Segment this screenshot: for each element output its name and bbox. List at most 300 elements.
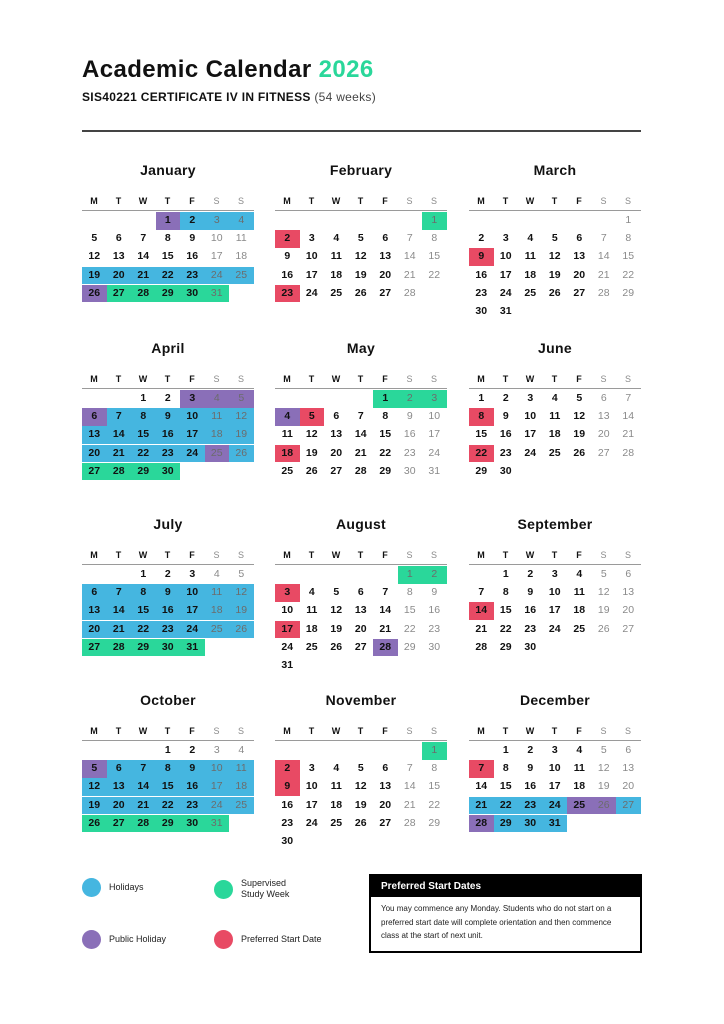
day-cell: 23 — [499, 446, 512, 459]
day-cell: 31 — [180, 639, 205, 657]
day-cell: 5 — [300, 408, 325, 426]
preferred-start-box — [369, 874, 642, 953]
day-cell: 18 — [235, 250, 248, 263]
day-cell: 25 — [229, 797, 254, 815]
day-cell: 23 — [180, 267, 205, 285]
day-cell: 23 — [275, 285, 300, 303]
day-cell: 24 — [543, 797, 568, 815]
day-cell: 8 — [156, 760, 181, 778]
day-cell: 29 — [403, 640, 416, 653]
legend-public-holiday-label: Public Holiday — [109, 934, 167, 944]
weekday-header: W — [138, 374, 148, 384]
day-cell: 15 — [475, 428, 488, 441]
day-cell: 26 — [592, 797, 617, 815]
weekday-header: W — [331, 726, 341, 736]
day-cell: 13 — [622, 586, 635, 599]
day-cell: 16 — [524, 604, 537, 617]
day-cell: 7 — [107, 584, 132, 602]
day-cell: 5 — [82, 760, 107, 778]
day-cell: 16 — [180, 778, 205, 796]
day-cell: 11 — [235, 232, 247, 245]
day-cell: 15 — [403, 604, 416, 617]
day-cell: 2 — [422, 566, 447, 584]
legend-holidays — [82, 878, 179, 897]
day-cell: 23 — [156, 621, 181, 639]
day-cell: 6 — [576, 232, 583, 245]
day-cell: 10 — [428, 410, 441, 423]
day-cell: 18 — [229, 778, 254, 796]
weekday-header: T — [115, 196, 122, 206]
day-cell: 13 — [354, 604, 367, 617]
day-cell: 7 — [600, 232, 607, 245]
day-cell: 1 — [422, 212, 447, 230]
day-cell: 28 — [354, 464, 367, 477]
day-cell: 18 — [275, 445, 300, 463]
day-cell: 8 — [469, 408, 494, 426]
weekday-header: S — [430, 374, 437, 384]
day-cell: 30 — [156, 463, 181, 481]
day-cell: 17 — [305, 268, 318, 281]
day-cell: 26 — [330, 640, 343, 653]
day-cell: 20 — [330, 446, 343, 459]
day-cell: 2 — [189, 744, 196, 756]
day-cell: 8 — [502, 762, 509, 775]
day-cell: 11 — [549, 410, 561, 423]
day-cell: 9 — [156, 408, 181, 426]
day-cell: 12 — [229, 584, 254, 602]
month-header-rule — [275, 388, 447, 389]
day-cell: 14 — [107, 426, 132, 444]
weekday-header: S — [624, 550, 631, 560]
day-cell: 3 — [527, 392, 534, 404]
weekday-header: T — [308, 726, 315, 736]
day-cell: 22 — [379, 446, 392, 459]
day-cell: 2 — [275, 760, 300, 778]
weekday-header: T — [502, 374, 509, 384]
day-cell: 27 — [82, 639, 107, 657]
weekday-header: M — [283, 550, 291, 560]
day-cell: 19 — [229, 426, 254, 444]
day-cell: 8 — [382, 410, 389, 423]
day-cell: 7 — [357, 410, 364, 423]
day-cell: 13 — [82, 602, 107, 620]
day-cell: 20 — [354, 622, 367, 635]
day-cell: 9 — [189, 232, 196, 245]
legend-supervised-label: Supervised Study Week — [241, 878, 290, 899]
day-cell: 4 — [551, 392, 558, 404]
month-name: April — [151, 340, 185, 356]
day-cell: 1 — [502, 744, 509, 756]
day-cell: 22 — [156, 797, 181, 815]
day-cell: 16 — [281, 268, 294, 281]
day-cell: 23 — [156, 445, 181, 463]
day-cell: 9 — [469, 248, 494, 266]
day-cell: 23 — [281, 816, 294, 829]
day-cell: 5 — [238, 568, 245, 580]
month-header-rule — [469, 564, 641, 565]
legend-public-holiday — [82, 930, 199, 949]
day-cell: 12 — [229, 408, 254, 426]
day-cell: 6 — [382, 232, 389, 245]
day-cell: 28 — [622, 446, 635, 459]
day-cell: 6 — [382, 762, 389, 775]
day-cell: 30 — [156, 639, 181, 657]
day-cell: 2 — [275, 230, 300, 248]
day-cell: 11 — [330, 780, 342, 793]
day-cell: 22 — [494, 797, 519, 815]
day-cell: 25 — [205, 445, 230, 463]
day-cell: 3 — [308, 232, 315, 245]
weekday-header: W — [525, 726, 535, 736]
day-cell: 22 — [131, 445, 156, 463]
month-header-rule — [82, 388, 254, 389]
day-cell: 24 — [428, 446, 441, 459]
day-cell: 24 — [548, 622, 561, 635]
weekday-header: F — [576, 196, 582, 206]
day-cell: 5 — [91, 232, 98, 245]
day-cell: 4 — [205, 390, 230, 408]
weekday-header: T — [357, 550, 364, 560]
day-cell: 16 — [499, 428, 512, 441]
weekday-header: T — [357, 726, 364, 736]
day-cell: 20 — [379, 268, 392, 281]
day-cell: 7 — [625, 392, 632, 404]
day-cell: 2 — [527, 744, 534, 756]
day-cell: 27 — [597, 446, 610, 459]
day-cell: 5 — [229, 390, 254, 408]
day-cell: 16 — [524, 780, 537, 793]
day-cell: 21 — [597, 268, 610, 281]
month-header-rule — [275, 210, 447, 211]
preferred-start-text: You may commence any Monday. Students who do not start on a preferred start date will complete orientation and then commence class at the start of next unit. — [381, 904, 612, 940]
day-cell: 19 — [548, 268, 561, 281]
day-cell: 24 — [205, 267, 230, 285]
weekday-header: M — [477, 550, 485, 560]
month-header-rule — [82, 210, 254, 211]
weekday-header: S — [406, 726, 413, 736]
day-cell: 29 — [131, 463, 156, 481]
day-cell: 12 — [597, 586, 610, 599]
day-cell: 16 — [403, 428, 416, 441]
day-cell: 8 — [131, 584, 156, 602]
day-cell: 27 — [379, 286, 392, 299]
day-cell: 11 — [205, 584, 230, 602]
day-cell: 20 — [82, 621, 107, 639]
day-cell: 31 — [499, 305, 512, 317]
month-name: June — [538, 340, 572, 356]
day-cell: 20 — [622, 780, 635, 793]
weekday-header: T — [308, 550, 315, 560]
weekday-header: F — [382, 196, 388, 206]
day-cell: 13 — [597, 410, 610, 423]
course-duration: (54 weeks) — [314, 90, 377, 104]
day-cell: 27 — [82, 463, 107, 481]
day-cell: 12 — [354, 250, 367, 263]
day-cell: 19 — [229, 602, 254, 620]
day-cell: 25 — [305, 640, 318, 653]
day-cell: 30 — [180, 815, 205, 833]
day-cell: 9 — [431, 586, 438, 599]
legend-supervised — [214, 878, 311, 900]
day-cell: 26 — [229, 445, 254, 463]
day-cell: 27 — [354, 640, 367, 653]
day-cell: 28 — [469, 815, 494, 833]
day-cell: 2 — [164, 568, 171, 580]
day-cell: 13 — [82, 426, 107, 444]
day-cell: 1 — [478, 392, 485, 404]
day-cell: 14 — [131, 778, 156, 796]
day-cell: 3 — [551, 568, 558, 580]
month-header-rule — [469, 740, 641, 741]
day-cell: 17 — [180, 426, 205, 444]
day-cell: 14 — [354, 428, 367, 441]
day-cell: 5 — [600, 744, 607, 756]
weekday-header: T — [502, 550, 509, 560]
day-cell: 8 — [164, 232, 171, 245]
day-cell: 4 — [213, 568, 220, 580]
day-cell: 7 — [406, 232, 413, 245]
month-header-rule — [275, 740, 447, 741]
title-year: 2026 — [318, 56, 374, 83]
weekday-header: W — [138, 196, 148, 206]
day-cell: 8 — [131, 408, 156, 426]
day-cell: 4 — [527, 232, 534, 245]
weekday-header: W — [331, 550, 341, 560]
day-cell: 25 — [229, 267, 254, 285]
day-cell: 10 — [305, 250, 318, 263]
weekday-header: T — [551, 374, 558, 384]
day-cell: 9 — [180, 760, 205, 778]
day-cell: 25 — [281, 464, 294, 477]
day-cell: 23 — [518, 797, 543, 815]
day-cell: 3 — [308, 762, 315, 775]
day-cell: 19 — [305, 446, 318, 459]
day-cell: 16 — [156, 602, 181, 620]
day-cell: 12 — [354, 780, 367, 793]
day-cell: 11 — [573, 586, 585, 599]
weekday-header: S — [430, 726, 437, 736]
day-cell: 2 — [527, 568, 534, 580]
day-cell: 28 — [475, 640, 488, 653]
day-cell: 10 — [180, 584, 205, 602]
day-cell: 2 — [502, 392, 509, 404]
day-cell: 25 — [524, 286, 537, 299]
day-cell: 6 — [107, 760, 132, 778]
day-cell: 16 — [475, 268, 488, 281]
day-cell: 2 — [398, 390, 423, 408]
weekday-header: T — [357, 374, 364, 384]
day-cell: 29 — [475, 464, 488, 477]
day-cell: 11 — [573, 762, 585, 775]
day-cell: 9 — [502, 410, 509, 423]
day-cell: 30 — [475, 305, 488, 317]
weekday-header: M — [477, 196, 485, 206]
preferred-swatch — [214, 930, 233, 949]
weekday-header: T — [308, 374, 315, 384]
weekday-header: M — [90, 550, 98, 560]
day-cell: 3 — [551, 744, 558, 756]
weekday-header: F — [576, 550, 582, 560]
day-cell: 18 — [330, 268, 343, 281]
day-cell: 26 — [82, 815, 107, 833]
day-cell: 15 — [428, 780, 441, 793]
day-cell: 2 — [180, 212, 205, 230]
day-cell: 24 — [499, 286, 512, 299]
day-cell: 17 — [205, 778, 230, 796]
day-cell: 19 — [330, 622, 343, 635]
day-cell: 27 — [379, 816, 392, 829]
weekday-header: S — [600, 550, 607, 560]
day-cell: 19 — [354, 268, 367, 281]
day-cell: 7 — [406, 762, 413, 775]
day-cell: 5 — [551, 232, 558, 245]
day-cell: 9 — [406, 410, 413, 423]
day-cell: 2 — [478, 232, 485, 245]
day-cell: 15 — [379, 428, 392, 441]
day-cell: 21 — [379, 622, 392, 635]
day-cell: 22 — [156, 267, 181, 285]
day-cell: 25 — [205, 621, 230, 639]
public-holiday-swatch — [82, 930, 101, 949]
weekday-header: S — [430, 550, 437, 560]
day-cell: 16 — [281, 798, 294, 811]
weekday-header: T — [115, 374, 122, 384]
day-cell: 12 — [305, 428, 318, 441]
month-header-rule — [82, 564, 254, 565]
day-cell: 12 — [88, 250, 101, 263]
weekday-header: W — [331, 196, 341, 206]
day-cell: 1 — [625, 214, 632, 226]
day-cell: 12 — [597, 762, 610, 775]
weekday-header: F — [382, 726, 388, 736]
day-cell: 22 — [499, 622, 512, 635]
weekday-header: S — [213, 550, 220, 560]
day-cell: 7 — [140, 232, 147, 245]
day-cell: 14 — [469, 602, 494, 620]
day-cell: 27 — [622, 622, 635, 635]
day-cell: 17 — [499, 268, 512, 281]
day-cell: 28 — [107, 639, 132, 657]
month-name: September — [517, 516, 593, 532]
month-header-rule — [469, 210, 641, 211]
day-cell: 31 — [205, 285, 230, 303]
day-cell: 21 — [107, 621, 132, 639]
weekday-header: S — [624, 374, 631, 384]
day-cell: 8 — [502, 586, 509, 599]
day-cell: 29 — [494, 815, 519, 833]
day-cell: 8 — [406, 586, 413, 599]
preferred-start-title: Preferred Start Dates — [371, 876, 640, 897]
weekday-header: S — [213, 196, 220, 206]
day-cell: 21 — [354, 446, 367, 459]
day-cell: 23 — [524, 622, 537, 635]
weekday-header: S — [624, 726, 631, 736]
day-cell: 17 — [210, 250, 223, 263]
day-cell: 28 — [131, 285, 156, 303]
weekday-header: T — [551, 726, 558, 736]
holidays-swatch — [82, 878, 101, 897]
day-cell: 19 — [82, 267, 107, 285]
day-cell: 28 — [373, 639, 398, 657]
day-cell: 26 — [82, 285, 107, 303]
day-cell: 6 — [600, 392, 607, 404]
day-cell: 26 — [229, 621, 254, 639]
day-cell: 15 — [131, 602, 156, 620]
day-cell: 10 — [180, 408, 205, 426]
day-cell: 2 — [164, 392, 171, 404]
day-cell: 22 — [622, 268, 635, 281]
weekday-header: M — [283, 374, 291, 384]
day-cell: 25 — [330, 816, 343, 829]
weekday-header: F — [576, 726, 582, 736]
day-cell: 29 — [379, 464, 392, 477]
weekday-header: F — [382, 550, 388, 560]
day-cell: 16 — [428, 604, 441, 617]
month-name: July — [153, 516, 183, 532]
day-cell: 30 — [428, 640, 441, 653]
day-cell: 20 — [107, 267, 132, 285]
weekday-header: S — [213, 726, 220, 736]
day-cell: 9 — [527, 586, 534, 599]
day-cell: 17 — [548, 604, 561, 617]
day-cell: 19 — [573, 428, 586, 441]
day-cell: 28 — [403, 286, 416, 299]
weekday-header: W — [138, 726, 148, 736]
day-cell: 23 — [180, 797, 205, 815]
day-cell: 14 — [597, 250, 610, 263]
day-cell: 19 — [597, 604, 610, 617]
day-cell: 6 — [625, 568, 632, 580]
day-cell: 24 — [305, 816, 318, 829]
weekday-header: S — [430, 196, 437, 206]
day-cell: 30 — [524, 640, 537, 653]
day-cell: 23 — [403, 446, 416, 459]
day-cell: 13 — [573, 250, 586, 263]
day-cell: 11 — [229, 760, 254, 778]
page-title — [82, 56, 374, 84]
weekday-header: S — [600, 726, 607, 736]
day-cell: 25 — [567, 797, 592, 815]
day-cell: 10 — [524, 410, 537, 423]
day-cell: 29 — [499, 640, 512, 653]
day-cell: 1 — [140, 568, 147, 580]
day-cell: 31 — [543, 815, 568, 833]
day-cell: 4 — [333, 762, 340, 775]
weekday-header: T — [164, 374, 171, 384]
day-cell: 17 — [548, 780, 561, 793]
day-cell: 28 — [131, 815, 156, 833]
weekday-header: M — [90, 726, 98, 736]
day-cell: 8 — [431, 232, 438, 245]
day-cell: 13 — [379, 250, 392, 263]
day-cell: 14 — [403, 780, 416, 793]
day-cell: 14 — [379, 604, 392, 617]
day-cell: 26 — [354, 286, 367, 299]
day-cell: 15 — [499, 780, 512, 793]
weekday-header: T — [502, 196, 509, 206]
day-cell: 1 — [422, 742, 447, 760]
weekday-header: T — [551, 196, 558, 206]
weekday-header: T — [115, 550, 122, 560]
day-cell: 21 — [107, 445, 132, 463]
month-name: May — [346, 340, 376, 356]
day-cell: 18 — [573, 604, 586, 617]
day-cell: 15 — [131, 426, 156, 444]
month-header-rule — [469, 388, 641, 389]
day-cell: 3 — [422, 390, 447, 408]
day-cell: 15 — [622, 250, 635, 263]
day-cell: 18 — [524, 268, 537, 281]
